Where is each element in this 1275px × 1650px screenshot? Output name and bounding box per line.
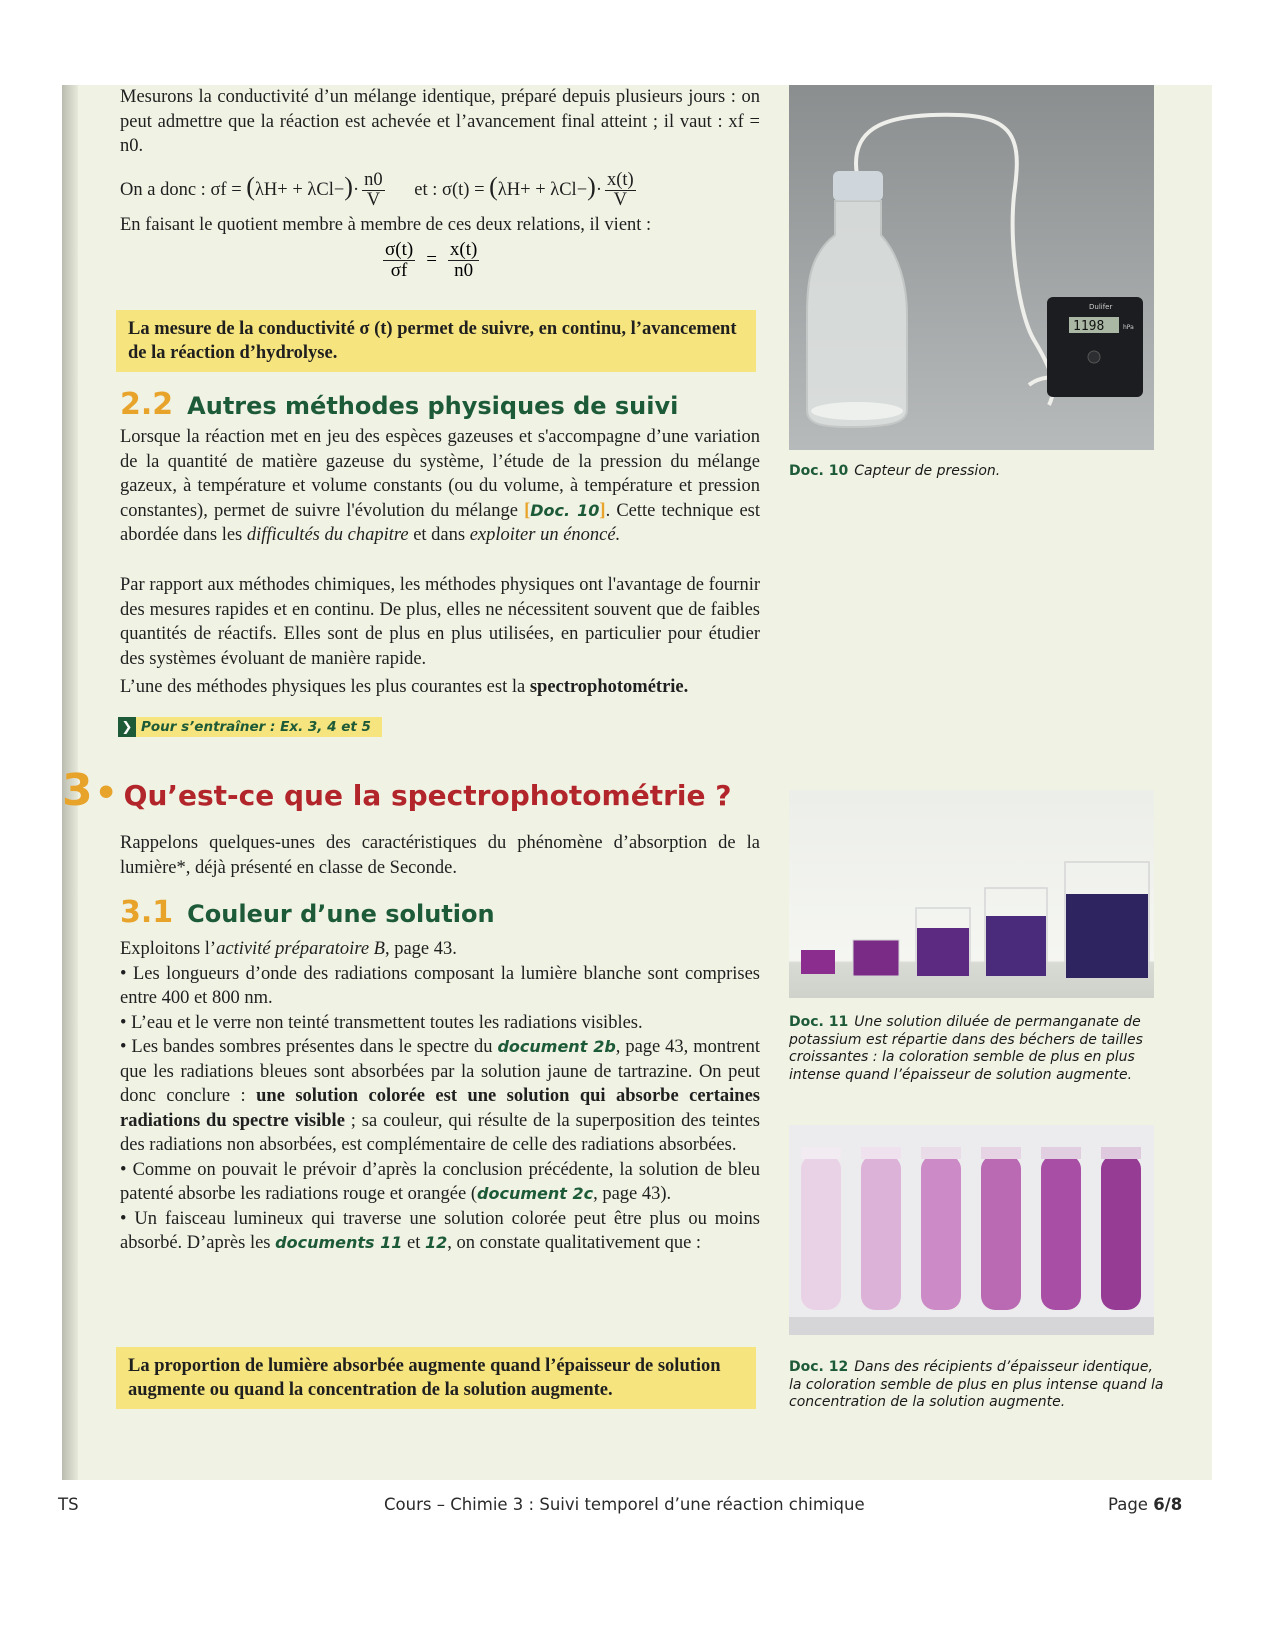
beaker-2 [853, 940, 899, 976]
footer-title: Cours – Chimie 3 : Suivi temporel d’une réaction chimique [384, 1495, 865, 1514]
quotient-formula: $\frac{\sigma(t)}{\sigma f}$ = $\frac{x(t)}{n0}$ [385, 239, 478, 281]
doc10-photo [789, 85, 1154, 450]
doc12-caption: Doc. 12 Dans des récipients d’épaisseur identique, la coloration semble de plus en plus intense quand la concentration de la solution augmente. [789, 1359, 1164, 1410]
scanned-page [62, 85, 1212, 1480]
formula-intro: On a donc : [120, 180, 206, 201]
formula-sigma-t: σ(t) = (λH+ + λCl−)· $\frac{x(t)}{V}$ [442, 170, 634, 211]
exercises-label: Pour s’entraîner : Ex. 3, 4 et 5 [141, 719, 371, 735]
doc10-caption: Doc. 10 Capteur de pression. [789, 463, 1001, 479]
formula-line [120, 171, 760, 211]
svg-text:hPa: hPa [1123, 324, 1134, 331]
highlight-conductivity: La mesure de la conductivité σ (t) permet de suivre, en continu, l’avancement de la réaction d’hydrolyse. [116, 310, 756, 372]
section-3-intro: Rappelons quelques-unes des caractéristiques du phénomène d’absorption de la lumière*, déjà présenté en classe de Seconde. [120, 833, 760, 878]
document-2c-link[interactable]: document 2c [477, 1184, 594, 1203]
bullet-light-beam: • Un faisceau lumineux qui traverse une solution colorée peut être plus ou moins absorbé. D’après les documents 11 et 12, on constate qualitativement que : [120, 1208, 760, 1253]
footer-class: TS [58, 1495, 79, 1514]
beaker-4 [986, 916, 1046, 976]
doc10-link[interactable]: Doc. 10 [530, 500, 600, 520]
beaker-1 [801, 950, 835, 974]
beaker-5 [1066, 894, 1148, 978]
chevron-right-icon: ❯ [118, 717, 136, 737]
test-tubes-image [789, 1125, 1154, 1335]
pressure-meter-icon [1047, 297, 1143, 397]
doc11-photo [789, 790, 1154, 998]
bullet-dark-bands: • Les bandes sombres présentes dans le spectre du document 2b, page 43, montrent que les radiations bleues sont absorbées par la solution jaune de tartrazine. On peut donc conclure : une solution colorée est une solution qui absorbe certaines radiations du spectre visible ; sa couleur, qui résulte de la superposition des teintes des radiations non absorbées, est complémentaire de celle des radiations absorbées. [120, 1037, 761, 1155]
section-2-2-para1: Lorsque la réaction met en jeu des espèces gazeuses et s'accompagne d’une variation de la quantité de matière gazeuse du système, l’étude de la pression du mélange gazeux, à température et volume constants (ou du volume, à température et pression constantes), permet de suivre l'évolution du mélange [Doc. 10]. Cette technique est abordée dans les difficultés du chapitre et dans exploiter un énoncé. [120, 427, 761, 545]
highlight-absorption: La proportion de lumière absorbée augmente quand l’épaisseur de solution augmente ou quand la concentration de la solution augmente. [116, 1347, 756, 1409]
section-3-1-heading: 3.1 Couleur d’une solution [120, 895, 495, 930]
test-tube-2 [861, 1155, 901, 1310]
pressure-sensor-image [789, 85, 1154, 450]
section-3-1-body [120, 937, 760, 1256]
activity-line: Exploitons l’activité préparatoire B, page 43. [120, 939, 457, 959]
section-2-2-para2: Par rapport aux méthodes chimiques, les méthodes physiques ont l'avantage de fournir des mesures rapides et en continu. De plus, elles ne nécessitent souvent que de faibles quantités de réactifs. Elles sont de plus en plus utilisées, en particulier pour étudier des systèmes évoluant de manière rapide. [120, 575, 760, 669]
bullet-bleu-patente: • Comme on pouvait le prévoir d’après la conclusion précédente, la solution de bleu patenté absorbe les radiations rouge et orangée (document 2c, page 43). [120, 1159, 760, 1204]
doc12-photo [789, 1125, 1154, 1335]
intro-text: Mesurons la conductivité d’un mélange identique, préparé depuis plusieurs jours : on peut admettre que la réaction est achevée et l’avancement final atteint ; il vaut : xf = n0. [120, 87, 760, 156]
footer-page: Page 6/8 [1108, 1495, 1183, 1514]
formula-sigma-f: σf = (λH+ + λCl−)· $\frac{n0}{V}$ [210, 170, 383, 211]
test-tube-3 [921, 1155, 961, 1310]
bullet-water-glass: • L’eau et le verre non teinté transmettent toutes les radiations visibles. [120, 1012, 643, 1033]
exercises-link[interactable] [118, 717, 382, 737]
intro-paragraph [120, 85, 760, 159]
svg-text:Dulifer: Dulifer [1089, 303, 1113, 311]
doc11-caption: Doc. 11 Une solution diluée de permanganate de potassium est répartie dans des béchers de tailles croissantes : la coloration semble de plus en plus intense quand l’épaisseur de solution augmente. [789, 1014, 1143, 1083]
section-2-2-heading: 2.2 Autres méthodes physiques de suivi [120, 387, 679, 422]
quotient-paragraph: En faisant le quotient membre à membre de ces deux relations, il vient : [120, 215, 652, 235]
bullet-wavelengths: • Les longueurs d’onde des radiations composant la lumière blanche sont comprises entre 400 et 800 nm. [120, 963, 760, 1008]
section-3-heading: 3• Qu’est-ce que la spectrophotométrie ? [62, 765, 732, 816]
document-2b-link[interactable]: document 2b [497, 1037, 616, 1056]
documents-11-link[interactable]: documents 11 [275, 1233, 403, 1252]
test-tube-4 [981, 1155, 1021, 1310]
stopper-icon [833, 171, 883, 201]
beakers-image [789, 790, 1154, 998]
section-2-2-para3: L’une des méthodes physiques les plus courantes est la spectrophotométrie. [120, 677, 689, 697]
test-tube-5 [1041, 1155, 1081, 1310]
documents-12-link[interactable]: 12 [425, 1233, 448, 1252]
formula-et: et : [414, 180, 438, 201]
test-tube-6 [1101, 1155, 1141, 1310]
pressure-reading: 1198 [1073, 319, 1105, 334]
beaker-3 [917, 928, 969, 976]
test-tube-1 [801, 1155, 841, 1310]
